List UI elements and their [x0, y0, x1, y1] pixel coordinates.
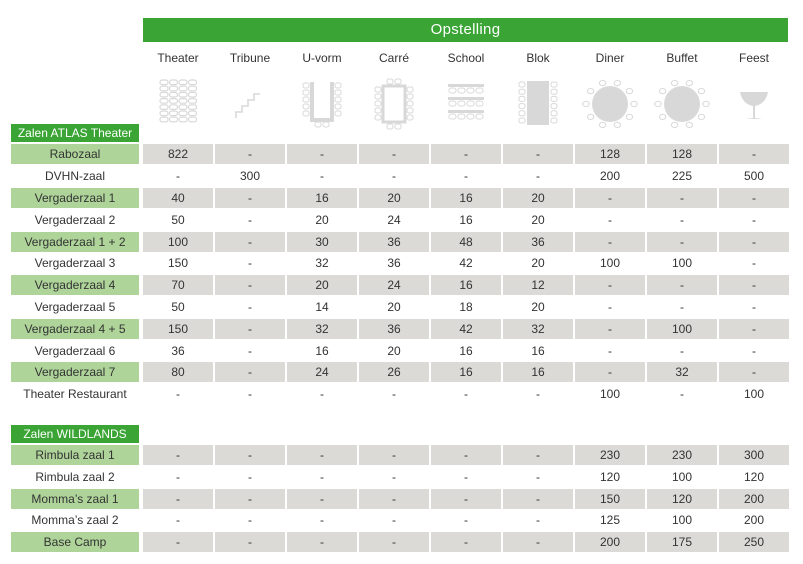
capacity-cell: - — [215, 297, 285, 317]
capacity-cell: 20 — [287, 210, 357, 230]
capacity-cell: 100 — [575, 253, 645, 273]
capacity-cell: 36 — [143, 341, 213, 361]
column-header-8: Feest — [738, 51, 769, 65]
capacity-cell: 48 — [431, 232, 501, 252]
room-name: Rimbula zaal 1 — [11, 445, 139, 465]
capacity-cell: - — [215, 510, 285, 530]
capacity-cell: - — [215, 362, 285, 382]
capacity-cell: 150 — [143, 319, 213, 339]
capacity-cell: 32 — [287, 319, 357, 339]
capacity-cell: - — [287, 166, 357, 186]
capacity-cell: 100 — [647, 319, 717, 339]
capacity-cell: 230 — [575, 445, 645, 465]
capacity-cell: 20 — [503, 297, 573, 317]
capacity-cell: - — [647, 188, 717, 208]
capacity-cell: - — [431, 467, 501, 487]
capacity-cell: 36 — [359, 232, 429, 252]
capacity-cell: 100 — [143, 232, 213, 252]
room-name: Vergaderzaal 1 — [11, 188, 139, 208]
capacity-cell: 24 — [287, 362, 357, 382]
capacity-cell: - — [575, 188, 645, 208]
capacity-cell: - — [503, 144, 573, 164]
capacity-cell: - — [431, 532, 501, 552]
column-header-3: Carré — [378, 51, 409, 65]
capacity-cell: - — [575, 341, 645, 361]
capacity-cell: - — [359, 166, 429, 186]
capacity-cell: - — [215, 210, 285, 230]
capacity-cell: - — [143, 467, 213, 487]
capacity-cell: - — [719, 188, 789, 208]
capacity-cell: 120 — [575, 467, 645, 487]
capacity-cell: 24 — [359, 210, 429, 230]
capacity-cell: 120 — [719, 467, 789, 487]
room-name: Vergaderzaal 7 — [11, 362, 139, 382]
capacity-cell: - — [647, 210, 717, 230]
room-name: Base Camp — [11, 532, 139, 552]
capacity-cell: - — [719, 210, 789, 230]
capacity-cell: - — [287, 510, 357, 530]
capacity-cell: - — [215, 445, 285, 465]
theater-seating-icon — [143, 78, 213, 134]
capacity-cell: 200 — [719, 489, 789, 509]
capacity-cell: 225 — [647, 166, 717, 186]
capacity-cell: 200 — [575, 166, 645, 186]
capacity-cell: 120 — [647, 489, 717, 509]
capacity-cell: 128 — [647, 144, 717, 164]
capacity-cell: - — [431, 445, 501, 465]
capacity-cell: - — [503, 445, 573, 465]
capacity-cell: - — [503, 510, 573, 530]
capacity-cell: 20 — [359, 188, 429, 208]
capacity-cell: - — [431, 510, 501, 530]
capacity-cell: 16 — [287, 188, 357, 208]
capacity-cell: 16 — [503, 362, 573, 382]
capacity-cell: 300 — [215, 166, 285, 186]
capacity-cell: - — [647, 341, 717, 361]
column-header-4: School — [447, 51, 485, 65]
capacity-cell: - — [215, 144, 285, 164]
room-name: Vergaderzaal 6 — [11, 341, 139, 361]
capacity-cell: 20 — [503, 210, 573, 230]
capacity-cell: - — [503, 489, 573, 509]
capacity-cell: - — [215, 232, 285, 252]
capacity-cell: 250 — [719, 532, 789, 552]
capacity-cell: - — [575, 319, 645, 339]
capacity-cell: 32 — [647, 362, 717, 382]
capacity-cell: - — [719, 297, 789, 317]
capacity-cell: 36 — [359, 319, 429, 339]
capacity-cell: - — [503, 532, 573, 552]
room-name: Vergaderzaal 2 — [11, 210, 139, 230]
capacity-cell: 16 — [431, 362, 501, 382]
column-header-7: Buffet — [666, 51, 698, 65]
dinner-table-icon — [575, 78, 645, 134]
column-header-5: Blok — [526, 51, 550, 65]
capacity-cell: - — [503, 384, 573, 404]
capacity-cell: 125 — [575, 510, 645, 530]
capacity-cell: - — [575, 232, 645, 252]
capacity-cell: 822 — [143, 144, 213, 164]
capacity-cell: - — [359, 144, 429, 164]
capacity-cell: - — [215, 384, 285, 404]
capacity-cell: - — [215, 319, 285, 339]
capacity-cell: 42 — [431, 319, 501, 339]
capacity-cell: - — [503, 166, 573, 186]
capacity-cell: - — [215, 275, 285, 295]
block-icon — [503, 78, 573, 134]
capacity-cell: - — [287, 532, 357, 552]
capacity-cell: 20 — [359, 341, 429, 361]
capacity-cell: 42 — [431, 253, 501, 273]
room-name: Momma’s zaal 2 — [11, 510, 139, 530]
capacity-cell: - — [215, 253, 285, 273]
tribune-stairs-icon — [215, 78, 285, 134]
column-header-6: Diner — [595, 51, 625, 65]
capacity-cell: 100 — [647, 253, 717, 273]
capacity-cell: - — [215, 341, 285, 361]
room-name: Vergaderzaal 3 — [11, 253, 139, 273]
opstelling-header: Opstelling — [143, 18, 788, 42]
capacity-cell: 32 — [287, 253, 357, 273]
capacity-cell: - — [287, 384, 357, 404]
capacity-cell: 24 — [359, 275, 429, 295]
capacity-cell: - — [215, 489, 285, 509]
carre-icon — [359, 78, 429, 134]
room-name: Momma’s zaal 1 — [11, 489, 139, 509]
room-name: DVHN-zaal — [11, 166, 139, 186]
capacity-cell: - — [503, 467, 573, 487]
capacity-cell: - — [431, 489, 501, 509]
capacity-cell: 14 — [287, 297, 357, 317]
capacity-cell: 18 — [431, 297, 501, 317]
room-name: Rimbula zaal 2 — [11, 467, 139, 487]
capacity-cell: 175 — [647, 532, 717, 552]
capacity-cell: 30 — [287, 232, 357, 252]
capacity-cell: 150 — [143, 253, 213, 273]
capacity-cell: - — [143, 489, 213, 509]
capacity-cell: 20 — [503, 253, 573, 273]
capacity-cell: 200 — [575, 532, 645, 552]
room-name: Theater Restaurant — [11, 384, 139, 404]
capacity-cell: - — [575, 362, 645, 382]
capacity-cell: - — [647, 275, 717, 295]
capacity-cell: 100 — [647, 467, 717, 487]
capacity-cell: 32 — [503, 319, 573, 339]
capacity-cell: - — [431, 166, 501, 186]
capacity-cell: - — [359, 445, 429, 465]
u-shape-icon — [287, 78, 357, 134]
capacity-cell: 16 — [431, 341, 501, 361]
capacity-cell: - — [575, 275, 645, 295]
capacity-cell: - — [143, 532, 213, 552]
capacity-cell: - — [143, 445, 213, 465]
capacity-cell: - — [647, 384, 717, 404]
capacity-cell: - — [359, 510, 429, 530]
capacity-cell: - — [647, 232, 717, 252]
capacity-cell: 16 — [287, 341, 357, 361]
capacity-cell: - — [719, 319, 789, 339]
capacity-cell: - — [431, 384, 501, 404]
capacity-cell: - — [719, 341, 789, 361]
column-header-2: U-vorm — [302, 51, 342, 65]
room-name: Vergaderzaal 4 + 5 — [11, 319, 139, 339]
capacity-cell: 80 — [143, 362, 213, 382]
capacity-cell: - — [215, 467, 285, 487]
capacity-cell: 16 — [503, 341, 573, 361]
capacity-cell: 150 — [575, 489, 645, 509]
capacity-cell: - — [719, 144, 789, 164]
school-icon — [431, 78, 501, 134]
capacity-cell: 100 — [719, 384, 789, 404]
column-header-0: Theater — [157, 51, 199, 65]
capacity-cell: 20 — [359, 297, 429, 317]
capacity-cell: 40 — [143, 188, 213, 208]
capacity-cell: 100 — [647, 510, 717, 530]
capacity-cell: - — [143, 166, 213, 186]
room-name: Vergaderzaal 1 + 2 — [11, 232, 139, 252]
capacity-cell: - — [719, 232, 789, 252]
capacity-cell: - — [719, 362, 789, 382]
capacity-cell: - — [575, 210, 645, 230]
capacity-cell: 230 — [647, 445, 717, 465]
capacity-cell: - — [359, 467, 429, 487]
capacity-cell: - — [287, 144, 357, 164]
capacity-cell: 200 — [719, 510, 789, 530]
capacity-cell: 100 — [575, 384, 645, 404]
capacity-cell: 70 — [143, 275, 213, 295]
capacity-cell: - — [647, 297, 717, 317]
capacity-cell: - — [719, 253, 789, 273]
capacity-cell: 36 — [359, 253, 429, 273]
capacity-cell: - — [359, 489, 429, 509]
capacity-cell: 50 — [143, 210, 213, 230]
party-glass-icon — [719, 78, 789, 134]
column-header-1: Tribune — [229, 51, 271, 65]
room-name: Vergaderzaal 5 — [11, 297, 139, 317]
capacity-cell: - — [359, 384, 429, 404]
room-name: Rabozaal — [11, 144, 139, 164]
capacity-cell: - — [143, 510, 213, 530]
capacity-cell: 16 — [431, 275, 501, 295]
capacity-cell: 500 — [719, 166, 789, 186]
capacity-cell: - — [287, 489, 357, 509]
section-header: Zalen WILDLANDS — [11, 425, 139, 443]
capacity-cell: - — [359, 532, 429, 552]
capacity-cell: - — [143, 384, 213, 404]
capacity-cell: 50 — [143, 297, 213, 317]
capacity-cell: 12 — [503, 275, 573, 295]
capacity-cell: 128 — [575, 144, 645, 164]
room-name: Vergaderzaal 4 — [11, 275, 139, 295]
capacity-cell: - — [287, 445, 357, 465]
capacity-cell: - — [287, 467, 357, 487]
capacity-cell: 20 — [287, 275, 357, 295]
capacity-cell: 300 — [719, 445, 789, 465]
capacity-cell: - — [431, 144, 501, 164]
section-header: Zalen ATLAS Theater — [11, 124, 139, 142]
capacity-cell: - — [215, 532, 285, 552]
capacity-cell: 36 — [503, 232, 573, 252]
capacity-cell: 16 — [431, 210, 501, 230]
capacity-cell: - — [719, 275, 789, 295]
capacity-cell: - — [215, 188, 285, 208]
capacity-cell: 26 — [359, 362, 429, 382]
buffet-table-icon — [647, 78, 717, 134]
capacity-cell: 16 — [431, 188, 501, 208]
capacity-cell: 20 — [503, 188, 573, 208]
capacity-cell: - — [575, 297, 645, 317]
